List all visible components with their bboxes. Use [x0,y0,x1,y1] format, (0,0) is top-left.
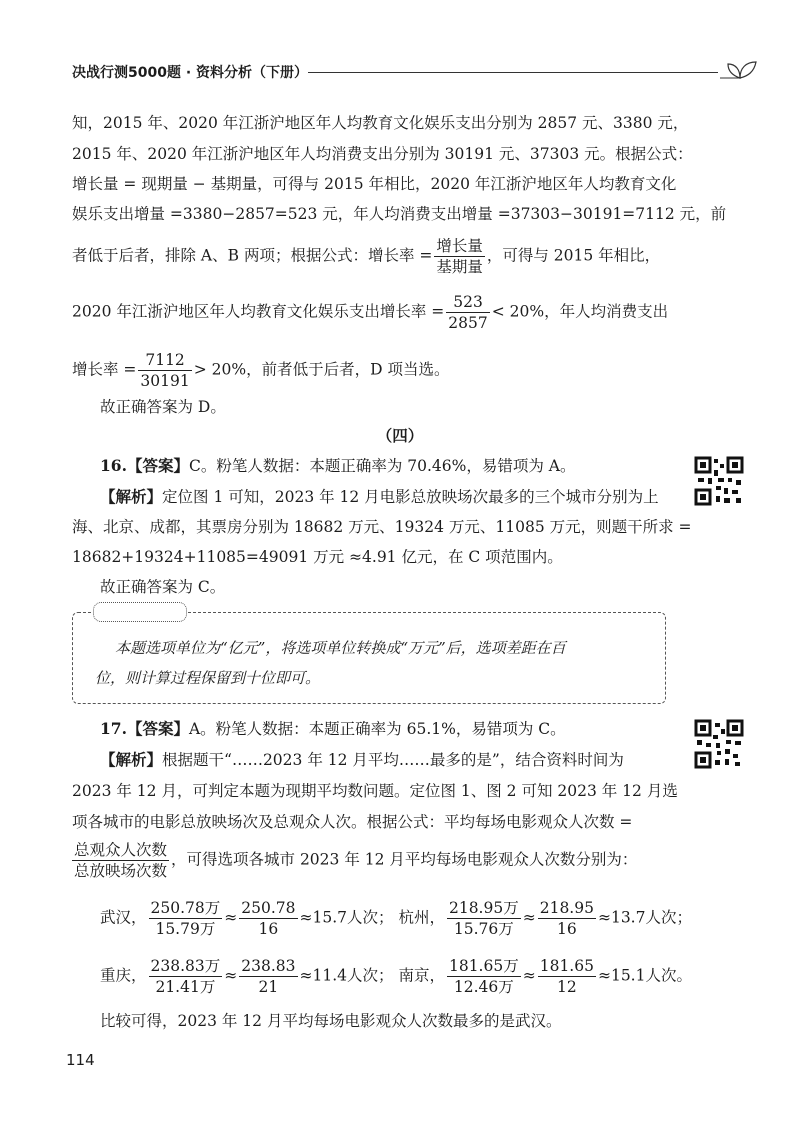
fraction-denominator: 2857 [448,314,488,332]
header-rule [308,72,718,73]
tip-line-1: 本题选项单位为“亿元”，将选项单位转换成“万元”后，选项差距在百 [115,639,566,657]
q17-answer [100,718,566,740]
approx-sign: ≈ [522,966,536,985]
chongqing-fraction-exact [149,956,223,997]
fraction-numerator: 181.65万 [448,957,519,975]
page-number: 114 [66,1051,95,1069]
q15-line-5-text-b: ，可得与 2015 年相比， [486,246,661,265]
q17-conclusion: 比较可得，2023 年 12 月平均每场电影观众人次数最多的是武汉。 [100,1012,562,1030]
q15-line-7 [72,350,449,391]
fraction-numerator: 238.83 [241,957,296,975]
running-header [72,58,762,88]
fraction-numerator: 7112 [138,350,191,371]
section-title: （四） [376,426,424,445]
nanjing-fraction-approx [538,956,596,997]
q15-line-6-text-a: 2020 年江浙沪地区年人均教育文化娱乐支出增长率 = [72,302,445,321]
city-chongqing: 重庆， [100,966,147,985]
q16-answer-text: C。粉笔人数据：本题正确率为 70.46%，易错项为 A。 [188,457,576,475]
approx-sign: ≈ [224,966,238,985]
city-wuhan: 武汉， [100,908,147,927]
wuhan-result: ≈15.7人次； [299,908,394,927]
fraction-numerator: 250.78万 [150,899,221,917]
fraction-denominator: 16 [258,920,279,938]
q17-answer-text: A。粉笔人数据：本题正确率为 65.1%，易错项为 C。 [188,720,566,738]
q17-analysis-line-3: 项各城市的电影总放映场次及总观众人次。根据公式：平均每场电影观众人次数 = [72,813,633,831]
fraction-denominator: 15.76万 [453,920,514,938]
q15-conclusion: 故正确答案为 D。 [100,398,226,416]
q17-analysis-text: 根据题干“……2023 年 12 月平均……最多的是”，结合资料时间为 [162,751,624,769]
calc-row-2 [100,956,692,997]
wuhan-fraction-exact [149,898,223,939]
fraction-numerator: 250.78 [241,899,296,917]
q15-line-2: 2015 年、2020 年江浙沪地区年人均消费支出分别为 30191 元、37303 元。根据公式： [72,145,693,163]
hangzhou-fraction-exact [447,898,521,939]
city-hangzhou: 杭州， [398,908,445,927]
qr-code-icon[interactable] [694,456,744,506]
q17-analysis-line-4-text: ，可得选项各城市 2023 年 12 月平均每场电影观众人次数分别为： [171,850,638,869]
q17-analysis-label: 【解析】 [100,750,163,769]
q16-answer [100,455,575,477]
fraction-denominator: 12.46万 [453,978,514,996]
fraction-numerator: 523 [446,292,489,313]
average-formula [72,840,169,881]
q16-analysis-line-1 [100,486,659,508]
fraction-numerator: 238.83万 [150,957,221,975]
q16-answer-label: 16.【答案】 [100,456,189,475]
city-nanjing: 南京， [398,966,445,985]
formula-denominator: 总放映场次数 [74,862,168,880]
fraction-numerator: 218.95万 [448,899,519,917]
fraction-denominator: 15.79万 [155,920,216,938]
leaf-icon [718,58,762,88]
approx-sign: ≈ [522,908,536,927]
formula-numerator: 总观众人次数 [74,841,168,859]
consumption-growth-fraction [138,350,191,391]
hangzhou-result: ≈13.7人次； [597,908,692,927]
q15-line-6-text-b: < 20%，年人均消费支出 [491,302,669,321]
hangzhou-fraction-approx [538,898,596,939]
calc-row-1 [100,898,692,939]
q15-line-5 [72,236,660,277]
q17-analysis-line-2: 2023 年 12 月，可判定本题为现期平均数问题。定位图 1、图 2 可知 2023 年 12 月选 [72,782,678,800]
q16-analysis-label: 【解析】 [100,487,163,506]
chongqing-result: ≈11.4人次； [299,966,394,985]
fraction-denominator: 21.41万 [155,978,216,996]
qr-code-icon[interactable] [694,719,744,769]
q15-line-7-text-b: > 20%，前者低于后者，D 项当选。 [193,360,450,379]
chongqing-fraction-approx [239,956,297,997]
q15-line-7-text-a: 增长率 = [72,360,137,379]
q16-analysis-text: 定位图 1 可知，2023 年 12 月电影总放映场次最多的三个城市分别为上 [162,488,659,506]
q16-conclusion: 故正确答案为 C。 [100,578,226,596]
q15-line-1: 知，2015 年、2020 年江浙沪地区年人均教育文化娱乐支出分别为 2857 元、3380 元， [72,114,689,132]
fraction-denominator: 16 [556,920,577,938]
formula-numerator: 增长量 [436,237,483,255]
q15-line-3: 增长量 = 现期量 − 基期量，可得与 2015 年相比，2020 年江浙沪地区年人均教育文化 [72,175,677,193]
growth-rate-formula [434,236,485,277]
formula-denominator: 基期量 [436,258,483,276]
nanjing-result: ≈15.1人次。 [597,966,692,985]
q15-line-6 [72,292,668,333]
book-title: 决战行测5000题 · 资料分析（下册） [72,65,309,81]
fraction-denominator: 30191 [140,372,190,390]
approx-sign: ≈ [224,908,238,927]
edu-growth-fraction [446,292,489,333]
tip-box [72,612,666,704]
q16-analysis-line-3: 18682+19324+11085=49091 万元 ≈4.91 亿元，在 C 项范围内。 [72,548,563,566]
q16-analysis-line-2: 海、北京、成都，其票房分别为 18682 万元、19324 万元、11085 万元，则题干所求 = [72,518,692,536]
fraction-numerator: 181.65 [539,957,594,975]
q15-line-5-text-a: 者低于后者，排除 A、B 两项；根据公式：增长率 = [72,246,433,265]
fraction-denominator: 12 [556,978,577,996]
nanjing-fraction-exact [447,956,521,997]
tip-label [93,602,187,622]
fraction-denominator: 21 [258,978,279,996]
wuhan-fraction-approx [239,898,297,939]
fraction-numerator: 218.95 [539,899,594,917]
q17-analysis-line-4 [72,840,637,881]
q17-analysis-line-1 [100,749,624,771]
q17-answer-label: 17.【答案】 [100,719,189,738]
tip-line-2: 位，则计算过程保留到十位即可。 [95,669,321,687]
q15-line-4: 娱乐支出增量 =3380−2857=523 元，年人均消费支出增量 =37303−30191=7112 元，前 [72,205,727,223]
